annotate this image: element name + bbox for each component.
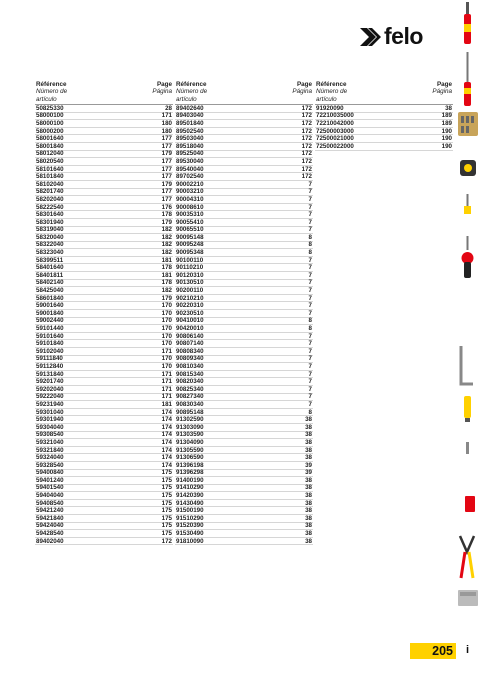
article-number: 59231940: [36, 400, 64, 408]
article-number: 91530490: [176, 530, 204, 538]
tape-measure-icon: [460, 160, 476, 176]
article-number: 59131840: [36, 370, 64, 378]
article-number: 59421240: [36, 507, 64, 515]
article-number: 91303090: [176, 423, 204, 431]
page-reference: 174: [161, 431, 172, 439]
page-reference: 182: [161, 287, 172, 295]
page-reference: 7: [308, 287, 312, 295]
article-number: 90055410: [176, 218, 204, 226]
page-reference: 8: [308, 233, 312, 241]
page-reference: 38: [445, 104, 452, 112]
article-number: 59401240: [36, 476, 64, 484]
page-reference: 172: [301, 157, 312, 165]
article-number: 58222540: [36, 203, 64, 211]
article-number: 90815340: [176, 370, 204, 378]
article-number: 59001840: [36, 309, 64, 317]
page-reference: 7: [308, 256, 312, 264]
article-number: 90002210: [176, 180, 204, 188]
page-reference: 172: [301, 142, 312, 150]
index-rows: [175, 105, 313, 545]
page-reference: 171: [161, 378, 172, 386]
page-reference: 39: [305, 469, 312, 477]
bit-holder-icon: [462, 236, 474, 278]
page-reference: 170: [161, 317, 172, 325]
page-reference: 172: [301, 165, 312, 173]
page-reference: 177: [161, 188, 172, 196]
page-reference: 38: [305, 514, 312, 522]
page-reference: 177: [161, 173, 172, 181]
article-number: 59201740: [36, 378, 64, 386]
column-header: [315, 80, 453, 105]
article-number: 90200110: [176, 287, 204, 295]
bit-holder-icon: [464, 396, 471, 422]
article-number: 90827340: [176, 393, 204, 401]
page-reference: 170: [161, 309, 172, 317]
page-reference: 28: [165, 104, 172, 112]
page-number-bar: [410, 643, 456, 659]
article-number: 89540040: [176, 165, 204, 173]
article-number: 58322040: [36, 241, 64, 249]
page-reference: 7: [308, 203, 312, 211]
article-number: 58323040: [36, 249, 64, 257]
page-reference: 7: [308, 226, 312, 234]
article-number: 58399511: [36, 256, 64, 264]
article-number: 90806140: [176, 332, 204, 340]
article-number: 89503040: [176, 135, 204, 143]
page-reference: 181: [161, 271, 172, 279]
article-number: 58202040: [36, 195, 64, 203]
article-number: 91306590: [176, 454, 204, 462]
article-number: 59202040: [36, 385, 64, 393]
page-reference: 38: [305, 454, 312, 462]
article-number: 89702540: [176, 173, 204, 181]
article-number: 91520390: [176, 522, 204, 530]
header-page-sub: Página: [432, 88, 452, 96]
page-reference: 7: [308, 195, 312, 203]
page-reference: 190: [441, 127, 452, 135]
article-number: 90895148: [176, 408, 204, 416]
header-ref-sub: Número de artículo: [36, 88, 68, 103]
article-number: 72500021000: [316, 135, 354, 143]
page-reference: 172: [301, 112, 312, 120]
page-reference: 172: [301, 104, 312, 112]
article-number: 91500190: [176, 507, 204, 515]
article-number: 90095248: [176, 241, 204, 249]
bit-set-icon: [458, 112, 478, 136]
page-reference: 170: [161, 362, 172, 370]
page-reference: 38: [305, 522, 312, 530]
page-reference: 180: [161, 127, 172, 135]
page-reference: 172: [301, 135, 312, 143]
article-number: 90410010: [176, 317, 204, 325]
article-number: 58020540: [36, 157, 64, 165]
article-number: 58001840: [36, 142, 64, 150]
page-reference: 7: [308, 218, 312, 226]
page-reference: 8: [308, 317, 312, 325]
felo-arrow-logo-icon: [360, 28, 382, 46]
article-number: 90110210: [176, 264, 204, 272]
page-reference: 171: [161, 370, 172, 378]
column-header: [175, 80, 313, 105]
article-number: 90120310: [176, 271, 204, 279]
page-reference: 172: [301, 150, 312, 158]
article-number: 91396198: [176, 461, 204, 469]
article-number: 58000100: [36, 112, 64, 120]
page-reference: 174: [161, 438, 172, 446]
page-reference: 179: [161, 150, 172, 158]
page-reference: 171: [161, 393, 172, 401]
page-reference: 179: [161, 218, 172, 226]
page-reference: 177: [161, 142, 172, 150]
page-reference: 177: [161, 135, 172, 143]
article-number: 90830340: [176, 400, 204, 408]
article-number: 59424040: [36, 522, 64, 530]
article-number: 59101640: [36, 332, 64, 340]
article-number: 89501840: [176, 119, 204, 127]
article-number: 59324040: [36, 454, 64, 462]
page-reference: 170: [161, 325, 172, 333]
article-number: 59002440: [36, 317, 64, 325]
article-number: 58301940: [36, 218, 64, 226]
page-reference: 182: [161, 226, 172, 234]
page-reference: 175: [161, 484, 172, 492]
article-number: 59408540: [36, 499, 64, 507]
article-number: 90808340: [176, 347, 204, 355]
article-number: 58319040: [36, 226, 64, 234]
article-number: 58402140: [36, 279, 64, 287]
article-number: 59308540: [36, 431, 64, 439]
page-reference: 179: [161, 180, 172, 188]
page-reference: 7: [308, 400, 312, 408]
article-number: 58201740: [36, 188, 64, 196]
article-number: 91400190: [176, 476, 204, 484]
header-ref-label: Référence: [36, 81, 67, 88]
header-ref-sub: Número de artículo: [176, 88, 208, 103]
page-reference: 174: [161, 423, 172, 431]
page-reference: 7: [308, 355, 312, 363]
page-reference: 7: [308, 188, 312, 196]
page-reference: 177: [161, 157, 172, 165]
page-reference: 7: [308, 393, 312, 401]
screwdriver-icon: [464, 194, 471, 214]
article-number: 90095148: [176, 233, 204, 241]
page-reference: 175: [161, 522, 172, 530]
page-reference: 38: [305, 492, 312, 500]
column-header: [35, 80, 173, 105]
article-number: 72500022000: [316, 142, 354, 150]
page-reference: 175: [161, 499, 172, 507]
page-reference: 190: [441, 135, 452, 143]
article-number: 59401540: [36, 484, 64, 492]
index-column-1: [35, 80, 173, 545]
page-reference: 7: [308, 347, 312, 355]
page-reference: 8: [308, 325, 312, 333]
article-number: 89502540: [176, 127, 204, 135]
product-thumbnail-strip: [455, 0, 480, 640]
page-reference: 178: [161, 264, 172, 272]
page-reference: 38: [305, 484, 312, 492]
article-number: 90820340: [176, 378, 204, 386]
page-reference: 170: [161, 340, 172, 348]
article-number: 72210042000: [316, 119, 354, 127]
page-reference: 190: [441, 142, 452, 150]
page-reference: 180: [161, 119, 172, 127]
article-number: 90420010: [176, 325, 204, 333]
index-rows: [35, 105, 173, 545]
page-reference: 174: [161, 461, 172, 469]
page-reference: 7: [308, 309, 312, 317]
page-reference: 7: [308, 211, 312, 219]
article-number: 58000200: [36, 127, 64, 135]
article-number: 59328540: [36, 461, 64, 469]
page-reference: 176: [161, 203, 172, 211]
page-reference: 174: [161, 446, 172, 454]
article-number: 89518040: [176, 142, 204, 150]
page-reference: 7: [308, 385, 312, 393]
article-number: 72210035000: [316, 112, 354, 120]
article-number: 90210210: [176, 294, 204, 302]
index-rows: [315, 105, 453, 151]
article-number: 90004310: [176, 195, 204, 203]
page-reference: 7: [308, 294, 312, 302]
header-ref-label: Référence: [176, 81, 207, 88]
article-number: 58102040: [36, 180, 64, 188]
article-number: 59001640: [36, 302, 64, 310]
article-number: 90065510: [176, 226, 204, 234]
page-reference: 172: [161, 537, 172, 545]
screwdriver-icon: [464, 2, 471, 44]
screwdriver-icon: [464, 52, 471, 106]
article-number: 90003210: [176, 188, 204, 196]
page-reference: 181: [161, 256, 172, 264]
article-number: 90095348: [176, 249, 204, 257]
page-reference: 8: [308, 249, 312, 257]
page-reference: 170: [161, 332, 172, 340]
page-reference: 39: [305, 461, 312, 469]
page-reference: 175: [161, 530, 172, 538]
article-number: 90807140: [176, 340, 204, 348]
article-number: 59102040: [36, 347, 64, 355]
page-reference: 8: [308, 408, 312, 416]
article-number: 90035310: [176, 211, 204, 219]
article-number: 59111840: [36, 355, 63, 363]
page-reference: 182: [161, 249, 172, 257]
page-reference: 189: [441, 119, 452, 127]
page-reference: 175: [161, 476, 172, 484]
article-number: 89402640: [176, 104, 204, 112]
page-reference: 7: [308, 271, 312, 279]
article-number: 90809340: [176, 355, 204, 363]
page-reference: 179: [161, 294, 172, 302]
page-reference: 189: [441, 112, 452, 120]
article-number: 91410290: [176, 484, 204, 492]
page-reference: 170: [161, 302, 172, 310]
article-number: 90825340: [176, 385, 204, 393]
article-number: 91510290: [176, 514, 204, 522]
header-page-sub: Página: [292, 88, 312, 96]
article-number: 91302590: [176, 416, 204, 424]
page-reference: 177: [161, 165, 172, 173]
page-reference: 174: [161, 416, 172, 424]
page-number: 205: [432, 644, 453, 658]
article-number: 90220310: [176, 302, 204, 310]
pliers-icon: [460, 536, 474, 578]
header-page-label: Page: [436, 81, 452, 88]
article-number: 89525040: [176, 150, 204, 158]
article-number: 90008610: [176, 203, 204, 211]
article-number: 90810340: [176, 362, 204, 370]
article-number: 59321040: [36, 438, 64, 446]
page-reference: 7: [308, 279, 312, 287]
article-number: 90130510: [176, 279, 204, 287]
page-reference: 171: [161, 347, 172, 355]
article-number: 91304090: [176, 438, 204, 446]
page-reference: 182: [161, 233, 172, 241]
page-reference: 174: [161, 408, 172, 416]
page-reference: 8: [308, 241, 312, 249]
page-reference: 181: [161, 400, 172, 408]
page-reference: 170: [161, 355, 172, 363]
page-reference: 178: [161, 279, 172, 287]
page-reference: 38: [305, 530, 312, 538]
article-number: 58320040: [36, 233, 64, 241]
page-reference: 38: [305, 476, 312, 484]
page-reference: 172: [301, 173, 312, 181]
page-reference: 38: [305, 423, 312, 431]
page-reference: 172: [301, 119, 312, 127]
article-number: 59222040: [36, 393, 64, 401]
article-number: 59421840: [36, 514, 64, 522]
page-reference: 38: [305, 507, 312, 515]
article-number: 90230510: [176, 309, 204, 317]
brand-logo: [360, 23, 460, 49]
bit-box-icon: [458, 590, 478, 606]
article-number: 59400840: [36, 469, 64, 477]
allen-key-icon: [461, 346, 473, 384]
page-reference: 7: [308, 370, 312, 378]
article-number: 59301040: [36, 408, 64, 416]
page-reference: 7: [308, 264, 312, 272]
header-page-sub: Página: [152, 88, 172, 96]
header-ref-label: Référence: [316, 81, 347, 88]
article-number: 59101440: [36, 325, 64, 333]
article-number: 58301640: [36, 211, 64, 219]
brand-name: felo: [384, 23, 423, 49]
article-number: 59112840: [36, 362, 64, 370]
article-number: 89530040: [176, 157, 204, 165]
page-reference: 38: [305, 438, 312, 446]
page-reference: 175: [161, 507, 172, 515]
page-reference: 7: [308, 378, 312, 386]
page-reference: 7: [308, 340, 312, 348]
index-row: [35, 538, 173, 546]
page-reference: 38: [305, 499, 312, 507]
page-reference: 171: [161, 112, 172, 120]
page-reference: 38: [305, 446, 312, 454]
page-reference: 7: [308, 362, 312, 370]
article-number: 59101840: [36, 340, 64, 348]
article-number: 58101640: [36, 165, 64, 173]
index-row: [315, 143, 453, 151]
article-number: 91303590: [176, 431, 204, 439]
article-number: 58401640: [36, 264, 64, 272]
article-number: 58001640: [36, 135, 64, 143]
article-number: 91420390: [176, 492, 204, 500]
article-number: 58425040: [36, 287, 64, 295]
article-number: 58601840: [36, 294, 64, 302]
index-column-2: [175, 80, 313, 545]
index-column-3: [315, 80, 453, 151]
article-number: 58101840: [36, 173, 64, 181]
article-number: 59304040: [36, 423, 64, 431]
page-reference: 182: [161, 241, 172, 249]
bit-box-icon: [465, 496, 475, 512]
page-reference: 174: [161, 454, 172, 462]
article-number: 90100110: [176, 256, 204, 264]
page-reference: 7: [308, 332, 312, 340]
article-number: 91810090: [176, 537, 204, 545]
article-number: 72500003000: [316, 127, 354, 135]
article-number: 58000100: [36, 119, 64, 127]
article-number: 59301940: [36, 416, 64, 424]
page-reference: 38: [305, 537, 312, 545]
page-reference: 175: [161, 469, 172, 477]
header-page-label: Page: [296, 81, 312, 88]
article-number: 59404040: [36, 492, 64, 500]
page-reference: 177: [161, 195, 172, 203]
page-reference: 178: [161, 211, 172, 219]
page-reference: 7: [308, 180, 312, 188]
header-ref-sub: Número de artículo: [316, 88, 348, 103]
article-number: 58012040: [36, 150, 64, 158]
page-reference: 171: [161, 385, 172, 393]
page-reference: 38: [305, 416, 312, 424]
header-page-label: Page: [156, 81, 172, 88]
article-number: 89403040: [176, 112, 204, 120]
article-number: 59321840: [36, 446, 64, 454]
page-reference: 175: [161, 514, 172, 522]
page-reference: 38: [305, 431, 312, 439]
article-number: 91920090: [316, 104, 344, 112]
page-reference: 172: [301, 127, 312, 135]
page-reference: 175: [161, 492, 172, 500]
article-number: 50825330: [36, 104, 64, 112]
article-number: 91305590: [176, 446, 204, 454]
language-marker: i: [466, 644, 470, 656]
index-row: [175, 538, 313, 546]
article-number: 59428540: [36, 530, 64, 538]
article-number: 58401811: [36, 271, 64, 279]
page-reference: 7: [308, 302, 312, 310]
article-number: 89402040: [36, 537, 64, 545]
article-number: 91430490: [176, 499, 204, 507]
bit-icon: [466, 442, 469, 454]
article-number: 91396298: [176, 469, 204, 477]
